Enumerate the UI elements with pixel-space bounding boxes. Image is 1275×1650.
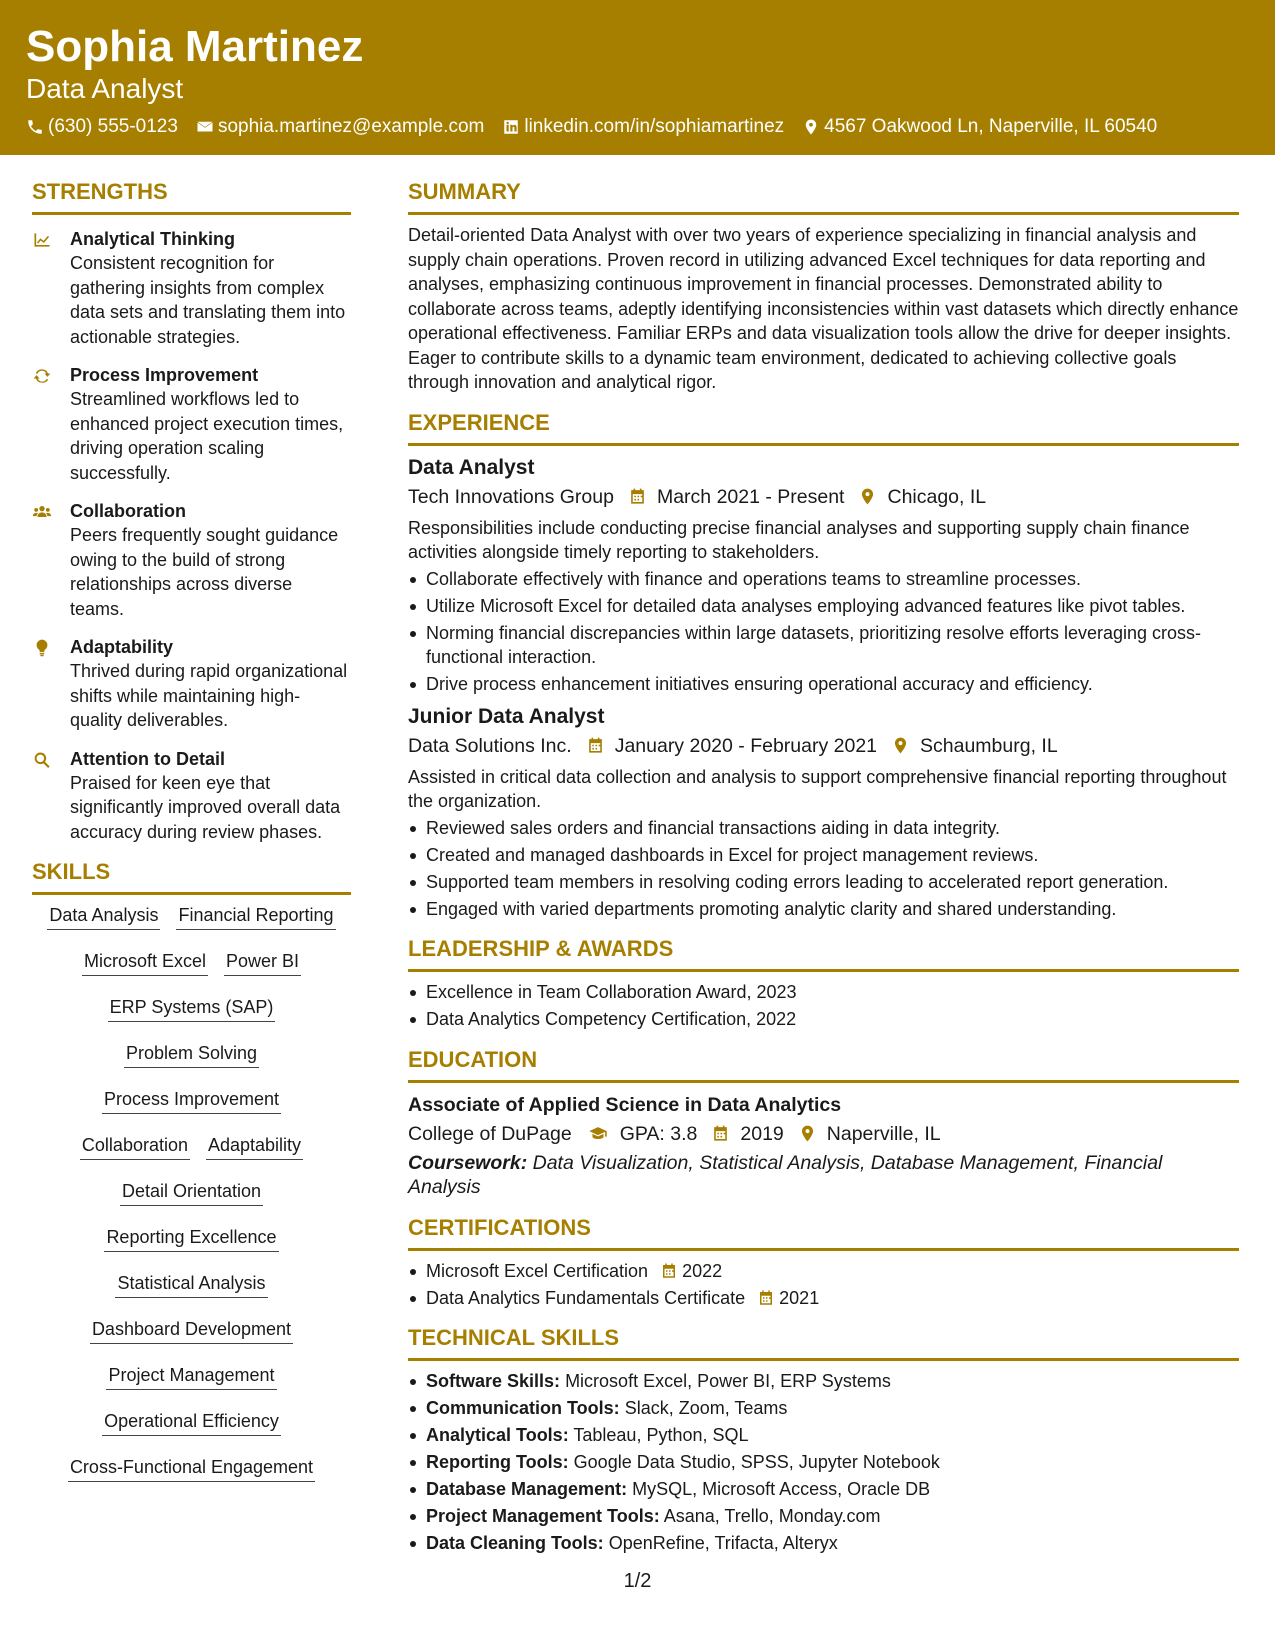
skill-tag: Financial Reporting xyxy=(176,903,335,930)
address-text: 4567 Oakwood Ln, Naperville, IL 60540 xyxy=(824,116,1158,137)
strength-title: Process Improvement xyxy=(70,365,259,385)
list-item: Reviewed sales orders and financial transactions aiding in data integrity. xyxy=(408,816,1239,841)
list-item xyxy=(408,1286,1239,1311)
job-meta xyxy=(408,731,1239,761)
skill-tag: Operational Efficiency xyxy=(102,1409,281,1436)
refresh-icon xyxy=(32,366,52,386)
strength-text: Thrived during rapid organizational shifts while maintaining high-quality deliverables. xyxy=(70,661,348,730)
lightbulb-icon xyxy=(32,638,52,658)
job-title: Data Analyst xyxy=(408,455,535,479)
list-item: Engaged with varied departments promoting analytic clarity and shared understanding. xyxy=(408,897,1239,922)
map-pin-icon xyxy=(798,1124,817,1143)
job-bullets xyxy=(408,567,1239,697)
education-heading: EDUCATION xyxy=(408,1046,1239,1083)
list-item: Collaborate effectively with finance and operations teams to streamline processes. xyxy=(408,567,1239,592)
right-column xyxy=(408,178,1239,1570)
graduation-cap-icon xyxy=(586,1124,610,1143)
coursework-label: Coursework: xyxy=(408,1151,528,1174)
job-dates: March 2021 - Present xyxy=(656,485,845,508)
map-pin-icon xyxy=(858,487,877,506)
list-item xyxy=(408,1531,1239,1556)
skill-tag: Collaboration xyxy=(80,1133,190,1160)
strength-item xyxy=(32,635,351,733)
skill-tag: ERP Systems (SAP) xyxy=(108,995,276,1022)
strength-text: Praised for keen eye that significantly improved overall data accuracy during review phases. xyxy=(70,772,341,842)
technical-skills-heading: TECHNICAL SKILLS xyxy=(408,1324,1239,1361)
tech-label: Database Management: xyxy=(426,1479,628,1499)
candidate-name: Sophia Martinez xyxy=(26,22,364,71)
certifications-list xyxy=(408,1259,1239,1311)
skill-tag: Cross-Functional Engagement xyxy=(68,1455,315,1482)
contact-bar xyxy=(26,116,1275,138)
education-section xyxy=(408,1046,1239,1200)
skill-tag: Statistical Analysis xyxy=(115,1271,267,1298)
phone-icon xyxy=(26,118,44,136)
strength-title: Analytical Thinking xyxy=(70,229,236,249)
tech-label: Communication Tools: xyxy=(426,1398,620,1418)
tech-value: OpenRefine, Trifacta, Alteryx xyxy=(608,1533,838,1553)
users-icon xyxy=(32,502,52,522)
coursework xyxy=(408,1151,1239,1200)
linkedin-icon xyxy=(502,118,520,136)
map-pin-icon xyxy=(891,736,910,755)
skill-tag: Power BI xyxy=(224,949,301,976)
skill-tag: Dashboard Development xyxy=(90,1317,293,1344)
experience-section xyxy=(408,409,1239,922)
skill-tag: Detail Orientation xyxy=(120,1179,263,1206)
cert-year: 2022 xyxy=(682,1260,723,1281)
tech-label: Analytical Tools: xyxy=(426,1425,569,1445)
coursework-text: Data Visualization, Statistical Analysis, Database Management, Financial Analysis xyxy=(408,1151,1163,1198)
tech-value: MySQL, Microsoft Access, Oracle DB xyxy=(632,1479,931,1499)
list-item xyxy=(408,1369,1239,1394)
job-company: Tech Innovations Group xyxy=(408,485,614,508)
tech-value: Google Data Studio, SPSS, Jupyter Notebook xyxy=(573,1452,940,1472)
tech-label: Reporting Tools: xyxy=(426,1452,569,1472)
contact-email[interactable] xyxy=(196,116,484,138)
skill-tag: Adaptability xyxy=(206,1133,303,1160)
strength-text: Peers frequently sought guidance owing to the build of strong relationships across diverse teams. xyxy=(70,525,339,619)
skill-tag: Process Improvement xyxy=(102,1087,281,1114)
school-name: College of DuPage xyxy=(408,1122,572,1145)
list-item xyxy=(408,1477,1239,1502)
leadership-list xyxy=(408,980,1239,1032)
tech-value: Asana, Trello, Monday.com xyxy=(663,1506,881,1526)
summary-heading: SUMMARY xyxy=(408,178,1239,215)
job-dates: January 2020 - February 2021 xyxy=(614,734,878,757)
calendar-icon xyxy=(757,1289,775,1307)
strength-item xyxy=(32,227,351,349)
skill-tag: Data Analysis xyxy=(47,903,160,930)
skill-tag: Project Management xyxy=(106,1363,276,1390)
tech-label: Data Cleaning Tools: xyxy=(426,1533,604,1553)
candidate-title: Data Analyst xyxy=(26,73,184,104)
phone-text: (630) 555-0123 xyxy=(48,116,178,137)
job-bullets xyxy=(408,816,1239,922)
calendar-icon xyxy=(628,487,647,506)
calendar-icon xyxy=(711,1124,730,1143)
summary-text: Detail-oriented Data Analyst with over two years of experience specializing in financial analysis and supply chain operations. Proven record in utilizing advanced Excel techniques for data reporting and analyses, emphasizing continuous improvement in financial processes. Demonstrated ability to collaborate across teams, adeptly identifying inconsistencies within vast datasets which directly enhance operational effectiveness. Familiar ERPs and data visualization tools allow the drive for deeper insights. Eager to contribute skills to a dynamic team environment, dedicated to achieving collective goals through innovation and analytical rigor. xyxy=(408,225,1239,392)
certifications-section xyxy=(408,1214,1239,1311)
contact-linkedin[interactable] xyxy=(502,116,784,138)
skills-list xyxy=(32,903,351,1501)
education-meta xyxy=(408,1119,1239,1149)
gpa: GPA: 3.8 xyxy=(619,1122,698,1145)
contact-address xyxy=(802,116,1157,138)
job-description: Assisted in critical data collection and analysis to support comprehensive financial reporting throughout the organization. xyxy=(408,766,1227,811)
list-item xyxy=(408,1504,1239,1529)
certifications-heading: CERTIFICATIONS xyxy=(408,1214,1239,1251)
resume-header xyxy=(0,0,1275,155)
list-item: Supported team members in resolving coding errors leading to accelerated report generation. xyxy=(408,870,1239,895)
job-location: Schaumburg, IL xyxy=(920,734,1058,757)
leadership-section xyxy=(408,935,1239,1032)
skills-heading: SKILLS xyxy=(32,858,351,895)
school-location: Naperville, IL xyxy=(826,1122,941,1145)
strength-title: Adaptability xyxy=(70,637,174,657)
chart-line-icon xyxy=(32,230,52,250)
page-number: 1/2 xyxy=(623,1570,652,1592)
tech-value: Tableau, Python, SQL xyxy=(573,1425,749,1445)
left-column xyxy=(32,178,351,1501)
technical-skills-list xyxy=(408,1369,1239,1556)
leadership-heading: LEADERSHIP & AWARDS xyxy=(408,935,1239,972)
strength-item xyxy=(32,747,351,845)
strength-text: Streamlined workflows led to enhanced project execution times, driving operation scaling successfully. xyxy=(70,389,344,483)
job-company: Data Solutions Inc. xyxy=(408,734,572,757)
calendar-icon xyxy=(660,1262,678,1280)
calendar-icon xyxy=(586,736,605,755)
search-icon xyxy=(32,750,52,770)
list-item xyxy=(408,1423,1239,1448)
list-item: Drive process enhancement initiatives ensuring operational accuracy and efficiency. xyxy=(408,672,1239,697)
graduation-year: 2019 xyxy=(740,1122,784,1145)
job-entry xyxy=(408,703,1239,922)
strength-item xyxy=(32,499,351,621)
tech-label: Project Management Tools: xyxy=(426,1506,660,1526)
contact-phone[interactable] xyxy=(26,116,178,138)
email-text: sophia.martinez@example.com xyxy=(217,116,485,137)
list-item: Created and managed dashboards in Excel for project management reviews. xyxy=(408,843,1239,868)
strengths-list xyxy=(32,227,351,844)
envelope-icon xyxy=(196,118,214,136)
job-location: Chicago, IL xyxy=(887,485,987,508)
cert-year: 2021 xyxy=(779,1287,820,1308)
list-item: Excellence in Team Collaboration Award, 2023 xyxy=(408,980,1239,1005)
skill-tag: Reporting Excellence xyxy=(104,1225,278,1252)
tech-value: Slack, Zoom, Teams xyxy=(624,1398,788,1418)
strength-title: Collaboration xyxy=(70,501,186,521)
list-item xyxy=(408,1259,1239,1284)
tech-value: Microsoft Excel, Power BI, ERP Systems xyxy=(565,1371,891,1391)
job-entry xyxy=(408,454,1239,697)
job-meta xyxy=(408,482,1239,512)
job-title: Junior Data Analyst xyxy=(408,704,605,728)
cert-name: Microsoft Excel Certification xyxy=(426,1260,649,1281)
list-item: Utilize Microsoft Excel for detailed data analyses employing advanced features like pivot tables. xyxy=(408,594,1239,619)
map-pin-icon xyxy=(802,118,820,136)
strength-item xyxy=(32,363,351,485)
job-description: Responsibilities include conducting precise financial analyses and supporting supply chain finance activities alongside timely reporting to stakeholders. xyxy=(408,517,1190,562)
list-item xyxy=(408,1450,1239,1475)
experience-heading: EXPERIENCE xyxy=(408,409,1239,446)
cert-name: Data Analytics Fundamentals Certificate xyxy=(426,1287,746,1308)
skill-tag: Problem Solving xyxy=(124,1041,259,1068)
degree-title: Associate of Applied Science in Data Analytics xyxy=(408,1093,842,1116)
summary-section xyxy=(408,178,1239,395)
strength-text: Consistent recognition for gathering insights from complex data sets and translating them into actionable strategies. xyxy=(70,253,346,347)
strengths-heading: STRENGTHS xyxy=(32,178,351,215)
list-item: Data Analytics Competency Certification, 2022 xyxy=(408,1007,1239,1032)
list-item xyxy=(408,1396,1239,1421)
linkedin-text: linkedin.com/in/sophiamartinez xyxy=(524,116,785,137)
list-item: Norming financial discrepancies within large datasets, prioritizing resolve efforts leveraging cross-functional interaction. xyxy=(408,621,1239,670)
technical-skills-section xyxy=(408,1324,1239,1556)
tech-label: Software Skills: xyxy=(426,1371,561,1391)
skill-tag: Microsoft Excel xyxy=(82,949,208,976)
strength-title: Attention to Detail xyxy=(70,748,225,769)
